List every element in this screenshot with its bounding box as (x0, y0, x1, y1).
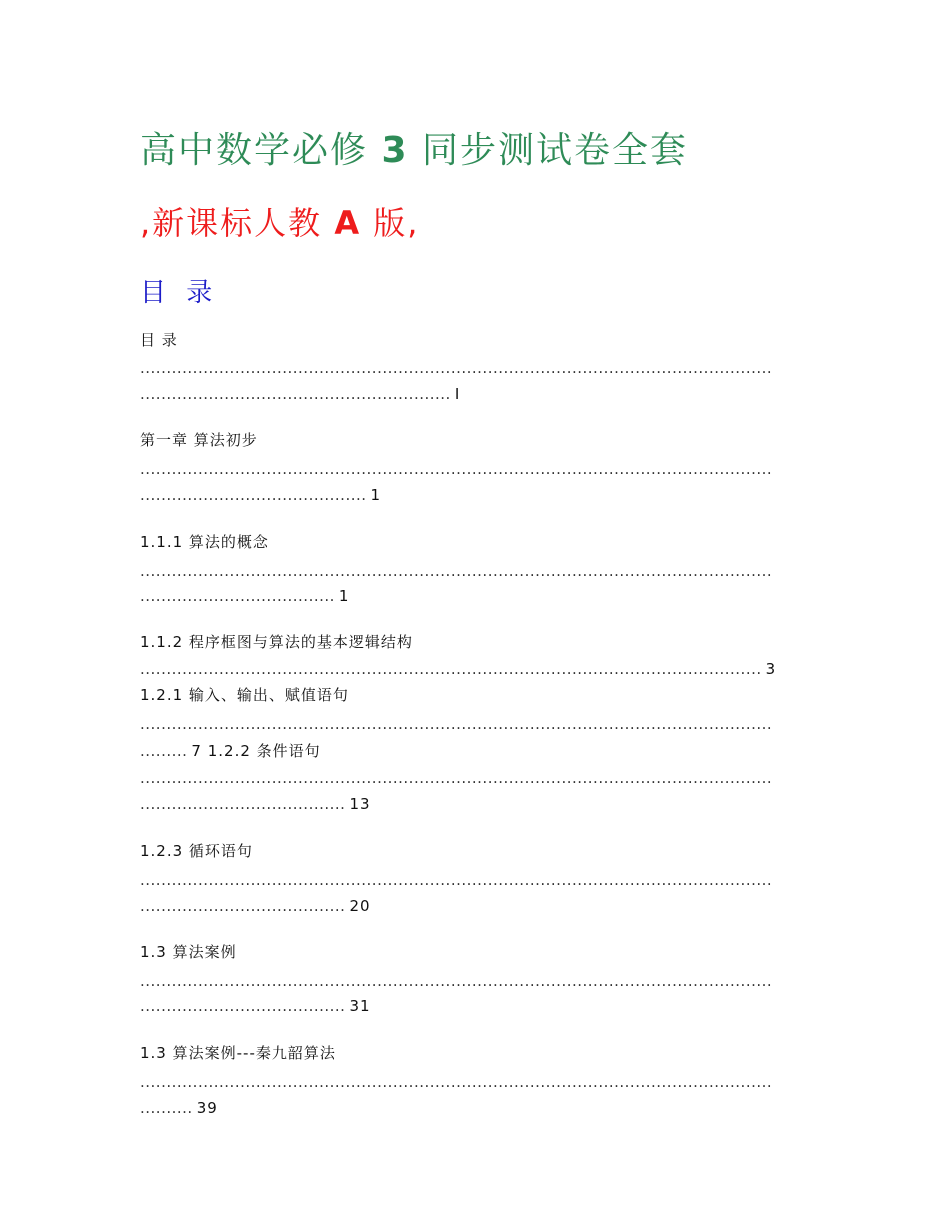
toc-dot-leader: ........................................................................................................................ (140, 715, 773, 733)
toc-dot-leader: ........................................................................................................................ (140, 562, 773, 580)
toc-dot-leader: ........................................................................................................................ (140, 769, 773, 787)
title-volume-number: 3 (381, 130, 409, 171)
title-part-2: 同步测试卷全套 (421, 130, 688, 171)
toc-heading: 目 录 (140, 278, 219, 308)
toc-entry-label: 1.3 算法案例 (140, 943, 237, 961)
toc-entry-label: 第一章 算法初步 (140, 431, 258, 449)
document-title (140, 122, 688, 173)
toc-dot-leader: ........................................................................................................................ (140, 359, 773, 377)
toc-dot-leader: ........................................................................................................................ (140, 460, 773, 478)
toc-dot-leader: ........................................................................................................................ (140, 972, 773, 990)
title-part-1: 高中数学必修 (140, 130, 369, 171)
toc-entry-page: ..................................... 1 (140, 587, 350, 605)
toc-entry-page: ....................................... 13 (140, 795, 371, 813)
toc-entry-page: ......... 7 1.2.2 条件语句 (140, 742, 321, 760)
document-subtitle (140, 198, 419, 244)
subtitle-part-1: ,新课标人教 (140, 204, 323, 242)
toc-entry-page: ...................................................................................................................... 3 (140, 660, 777, 678)
toc-entry-page: ....................................... 31 (140, 997, 371, 1015)
toc-entry-label: 1.3 算法案例---秦九韶算法 (140, 1044, 336, 1062)
toc-dot-leader: ........................................................................................................................ (140, 1073, 773, 1091)
toc-entry-label: 1.1.1 算法的概念 (140, 533, 269, 551)
toc-entry-label: 目 录 (140, 331, 178, 349)
toc-entry-page: ........................................................... I (140, 385, 461, 403)
toc-entry-label: 1.2.3 循环语句 (140, 842, 253, 860)
toc-entry-page: ....................................... 20 (140, 897, 371, 915)
toc-dot-leader: ........................................................................................................................ (140, 871, 773, 889)
subtitle-part-2: 版, (373, 204, 420, 242)
toc-entry-page: ........................................... 1 (140, 486, 382, 504)
toc-entry-page: .......... 39 (140, 1099, 218, 1117)
toc-entry-label: 1.2.1 输入、输出、赋值语句 (140, 686, 349, 704)
toc-entry-label: 1.1.2 程序框图与算法的基本逻辑结构 (140, 633, 413, 651)
subtitle-edition-letter: A (334, 204, 362, 242)
toc-entry-label: 1.2.2 条件语句 (207, 742, 321, 760)
